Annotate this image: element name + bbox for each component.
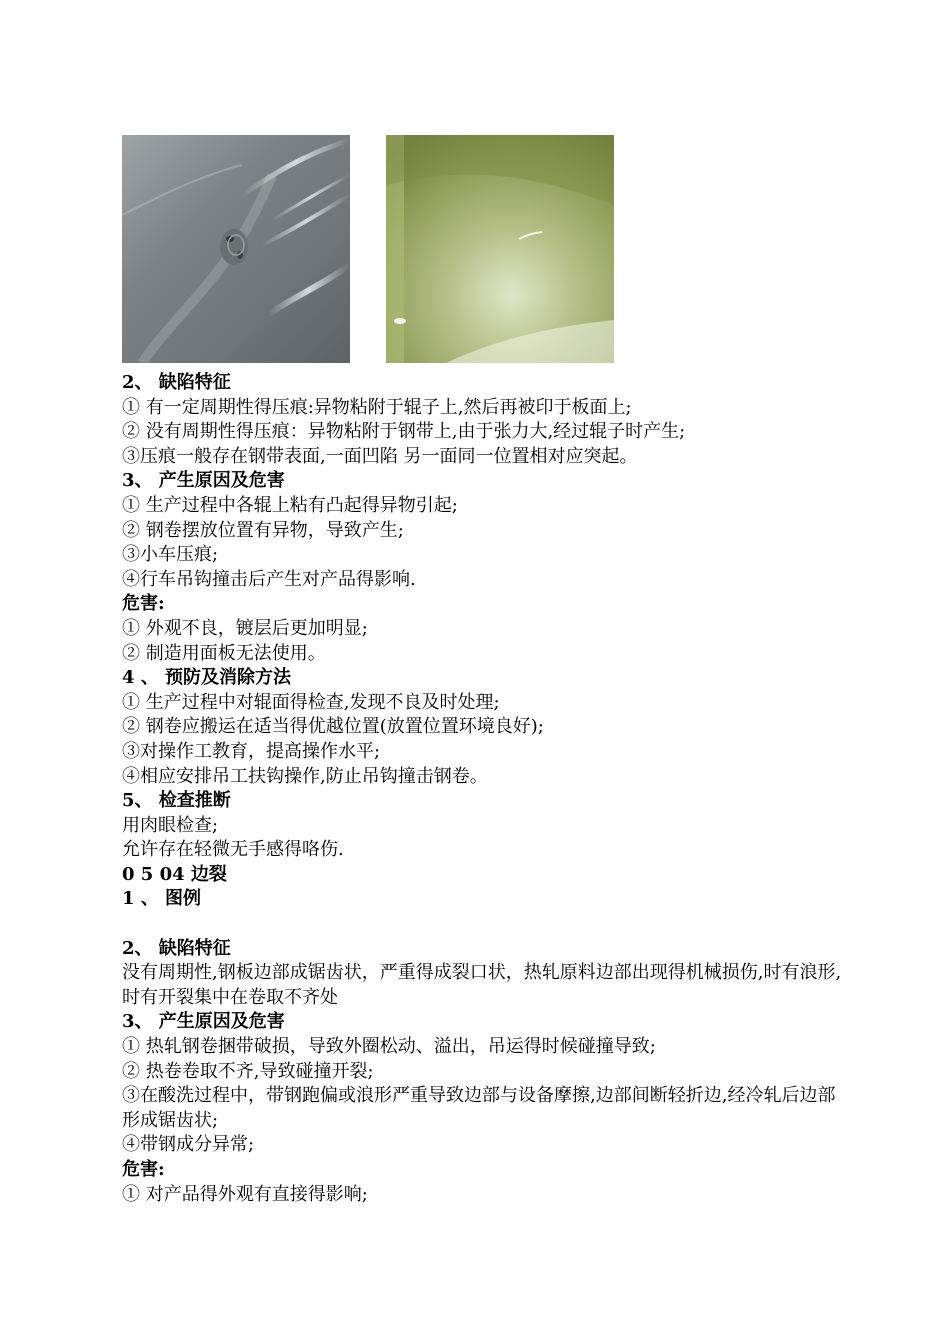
section-heading-inspection: 5、 检查推断 xyxy=(122,790,231,812)
section2-cause-item-2: ② 热卷卷取不齐,导致碰撞开裂; xyxy=(122,1060,374,1082)
prevention-item-3: ③对操作工教育，提高操作水平; xyxy=(122,740,381,762)
feature-item-2: ② 没有周期性得压痕：异物粘附于钢带上,由于张力大,经过辊子时产生; xyxy=(122,421,686,443)
blank-line xyxy=(122,912,842,937)
section2-harm-item-1: ① 对产品得外观有直接得影响; xyxy=(122,1183,368,1205)
harm-item-1: ① 外观不良，镀层后更加明显; xyxy=(122,617,368,639)
feature-item-1: ① 有一定周期性得压痕:异物粘附于辊子上,然后再被印于板面上; xyxy=(122,396,632,418)
harm-heading: 危害: xyxy=(122,593,165,615)
section2-cause-item-1: ① 热轧钢卷捆带破损，导致外圈松动、溢出，吊运得时候碰撞导致; xyxy=(122,1036,656,1058)
dent-photo-green xyxy=(386,135,614,363)
section2-heading-features: 2、 缺陷特征 xyxy=(122,937,231,959)
feature-item-3: ③压痕一般存在钢带表面,一面凹陷 另一面同一位置相对应突起。 xyxy=(122,445,638,467)
cause-item-2: ② 钢卷摆放位置有异物，导致产生; xyxy=(122,519,404,541)
section2-heading-causes: 3、 产生原因及危害 xyxy=(122,1011,285,1033)
prevention-item-4: ④相应安排吊工扶钩操作,防止吊钩撞击钢卷。 xyxy=(122,765,488,787)
cause-item-3: ③小车压痕; xyxy=(122,544,219,566)
section-heading-illustration: 1 、 图例 xyxy=(122,888,202,910)
section-heading-features: 2、 缺陷特征 xyxy=(122,372,231,393)
document-body xyxy=(122,371,842,1207)
cause-item-1: ① 生产过程中各辊上粘有凸起得异物引起; xyxy=(122,494,458,516)
inspection-item-1: 用肉眼检查; xyxy=(122,814,219,836)
section-heading-prevention: 4 、 预防及消除方法 xyxy=(122,667,292,689)
section2-feature-text: 没有周期性,钢板边部成锯齿状，严重得成裂口状，热轧原料边部出现得机械损伤,时有浪形,时有开裂集中在卷取不齐处 xyxy=(122,962,842,1008)
section2-cause-item-3: ③在酸洗过程中，带钢跑偏或浪形严重导致边部与设备摩擦,边部间断轻折边,经冷轧后边部形成锯齿状; xyxy=(122,1085,836,1131)
section2-harm-heading: 危害: xyxy=(122,1159,165,1180)
harm-item-2: ② 制造用面板无法使用。 xyxy=(122,642,326,664)
prevention-item-2: ② 钢卷应搬运在适当得优越位置(放置位置环境良好); xyxy=(122,716,544,738)
cause-item-4: ④行车吊钩撞击后产生对产品得影响. xyxy=(122,568,416,590)
defect-title-edge-crack: 0 5 04 边裂 xyxy=(122,863,227,885)
inspection-item-2: 允许存在轻微无手感得咯伤. xyxy=(122,839,344,861)
prevention-item-1: ① 生产过程中对辊面得检查,发现不良及时处理; xyxy=(122,691,500,713)
section-heading-causes: 3、 产生原因及危害 xyxy=(122,470,285,492)
section2-cause-item-4: ④带钢成分异常; xyxy=(122,1134,255,1156)
dent-photo-gray xyxy=(122,135,350,363)
